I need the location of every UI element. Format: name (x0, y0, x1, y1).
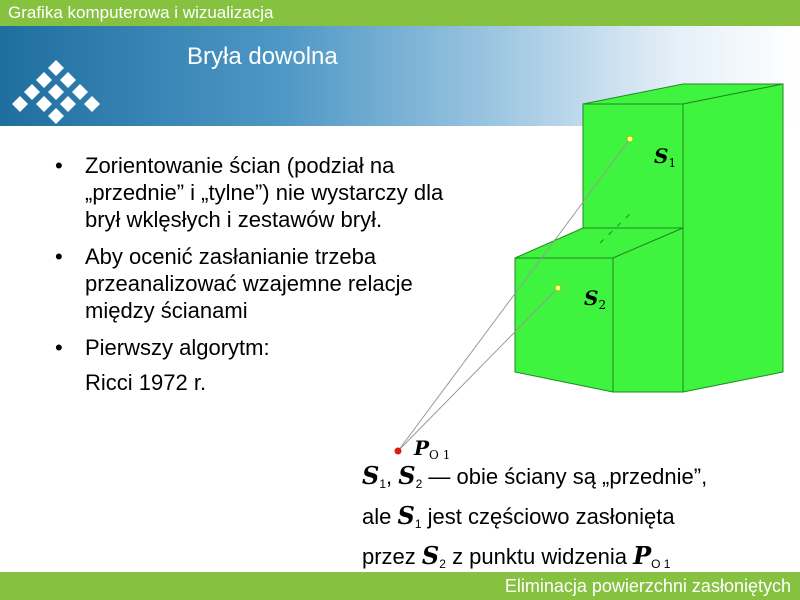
caption-line-1: $S_1$, $S_2$ — obie ściany są „przednie”, (362, 461, 708, 491)
bullet-dot: • (55, 335, 63, 360)
logo-text-2: INFORMATYCZNE (30, 144, 82, 150)
bullet-text: Zorientowanie ścian (podział na „przednie” i „tylne”) nie wystarczy dla brył wklęsłych i zestawów brył. (85, 153, 444, 232)
bullet-text: Pierwszy algorytm: (85, 335, 270, 360)
lower-block-front-face-s2 (515, 258, 613, 392)
figure-caption (362, 460, 707, 580)
caption-line-2: ale $S_1$ jest częściowo zasłonięta (362, 501, 675, 531)
course-title: Grafika komputerowa i wizualizacja (8, 3, 274, 22)
logo-text-1: E-STUDIA (37, 131, 75, 140)
bullet-text: Aby ocenić zasłanianie trzeba przeanalizować wzajemne relacje między ścianami (85, 244, 413, 323)
bullet-dot: • (55, 244, 63, 269)
bullet-continuation-text: Ricci 1972 r. (85, 370, 207, 395)
slide-title: Bryła dowolna (187, 43, 338, 70)
label-s2: $S_2$ (584, 286, 607, 312)
footer-text: Eliminacja powierzchni zasłoniętych (504, 576, 791, 596)
label-po1: $P_{O 1}$ (414, 436, 451, 462)
point-s2 (555, 285, 561, 291)
upper-block-side-face (683, 84, 783, 392)
label-s1: $S_1$ (654, 144, 677, 170)
viewpoint-po1 (395, 448, 402, 455)
point-s1 (627, 136, 633, 142)
caption-line-3: przez $S_2$ z punktu widzenia $P_{O 1}$ (362, 541, 671, 571)
bullet-dot: • (55, 153, 63, 178)
bottom-bar (0, 572, 800, 600)
